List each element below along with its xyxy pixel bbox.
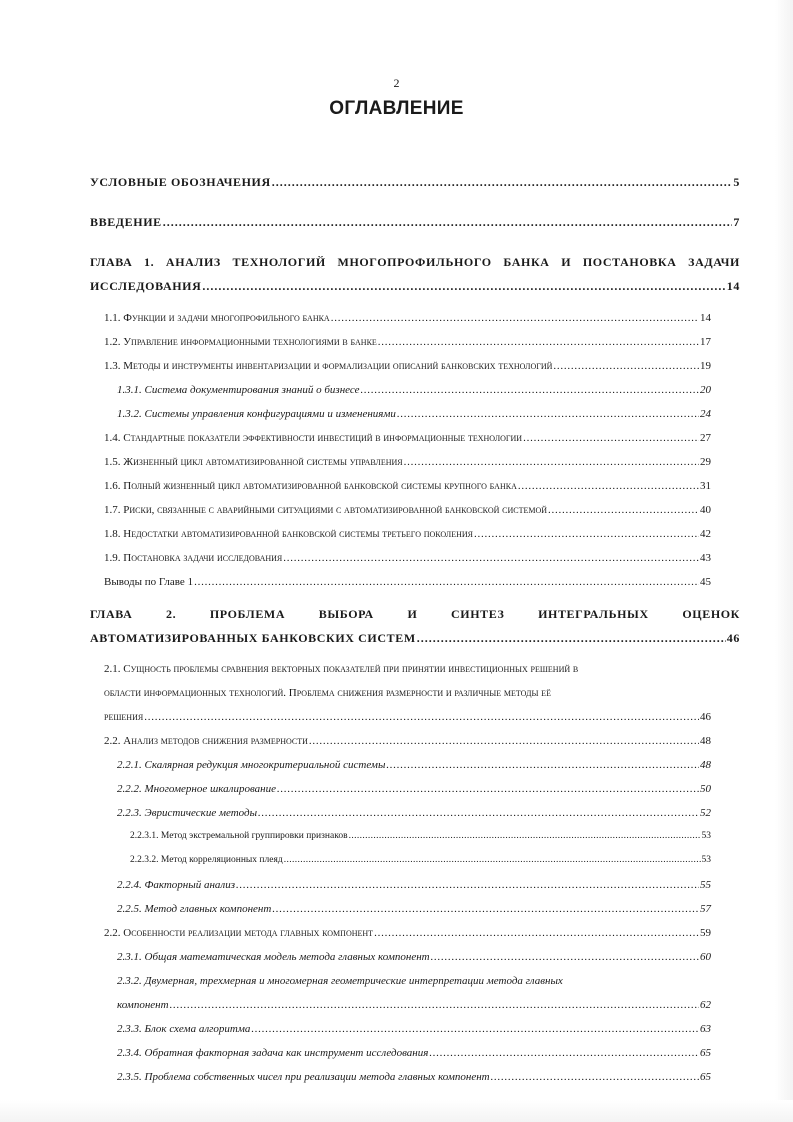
toc-entry-page: 20 (700, 384, 711, 396)
toc-entry-conclusions-1[interactable] (104, 576, 711, 588)
toc-entry-title: компонент (117, 999, 169, 1011)
dot-leader (474, 528, 699, 540)
toc-entry-page: 63 (700, 1023, 711, 1035)
toc-entry-1-3[interactable] (104, 360, 711, 372)
dot-leader (349, 831, 701, 841)
toc-entry-title: 1.5. Жизненный цикл автоматизированной системы управления (104, 456, 403, 468)
toc-entry-title: 2.2.5. Метод главных компонент (117, 903, 272, 915)
dot-leader (548, 504, 699, 516)
toc-entry-2-2-3-1[interactable] (130, 831, 711, 841)
toc-entry-title: 1.6. Полный жизненный цикл автоматизированной банковской системы крупного банка (104, 480, 517, 492)
toc-entry-page: 59 (700, 927, 711, 939)
toc-entry-2-2-4[interactable] (117, 879, 711, 891)
toc-entry-page: 65 (700, 1071, 711, 1083)
toc-entry-title: решения (104, 711, 144, 723)
toc-entry-page: 48 (700, 735, 711, 747)
toc-entry-2-3-2-line1[interactable]: 2.3.2. Двумерная, трехмерная и многомерная геометрические интерпретации метода главных (117, 975, 563, 987)
toc-entry-2-2-1[interactable] (117, 759, 711, 771)
toc-entry-page: 55 (700, 879, 711, 891)
dot-leader (202, 279, 725, 294)
toc-entry-title: 2.2. Анализ методов снижения размерности (104, 735, 308, 747)
toc-entry-page: 19 (700, 360, 711, 372)
toc-entry-title: 1.7. Риски, связанные с аварийными ситуациями с автоматизированной банковской системой (104, 504, 548, 516)
toc-entry-page: 31 (700, 480, 711, 492)
toc-chapter-1-title-line1[interactable]: ГЛАВА 1. АНАЛИЗ ТЕХНОЛОГИЙ МНОГОПРОФИЛЬНОГО БАНКА И ПОСТАНОВКА ЗАДАЧИ (90, 255, 740, 269)
toc-entry-1-1[interactable] (104, 312, 711, 324)
dot-leader (374, 927, 699, 939)
dot-leader (284, 855, 701, 865)
toc-entry-page: 53 (701, 855, 711, 865)
page-number: 2 (393, 76, 400, 90)
dot-leader (429, 1047, 699, 1059)
toc-entry-title: 1.1. Функции и задачи многопрофильного банка (104, 312, 330, 324)
toc-entry-page: 48 (700, 759, 711, 771)
page-title: ОГЛАВЛЕНИЕ (329, 98, 464, 119)
toc-entry-1-3-1[interactable] (117, 384, 711, 396)
toc-entry-title: Выводы по Главе 1 (104, 576, 194, 588)
toc-entry-2-3-2[interactable] (117, 999, 711, 1011)
toc-entry-2-2-3[interactable] (117, 807, 711, 819)
toc-entry-2-2[interactable] (104, 735, 711, 747)
dot-leader (272, 903, 699, 915)
toc-entry-1-6[interactable] (104, 480, 711, 492)
toc-entry-2-2b[interactable] (104, 927, 711, 939)
toc-entry-title: 2.3.1. Общая математическая модель метода главных компонент (117, 951, 430, 963)
toc-entry-title: 2.3.3. Блок схема алгоритма (117, 1023, 251, 1035)
toc-entry-page: 60 (700, 951, 711, 963)
toc-entry-1-3-2[interactable] (117, 408, 711, 420)
toc-entry-title: 2.2.4. Факторный анализ (117, 879, 235, 891)
toc-entry-page: 40 (700, 504, 711, 516)
dot-leader (258, 807, 699, 819)
dot-leader (431, 951, 699, 963)
toc-entry-title: 1.4. Стандартные показатели эффективности инвестиций в информационные технологии (104, 432, 523, 444)
toc-entry-title: ВВЕДЕНИЕ (90, 215, 162, 229)
toc-entry-intro[interactable] (90, 215, 740, 230)
dot-leader (283, 552, 699, 564)
toc-entry-2-3-3[interactable] (117, 1023, 711, 1035)
toc-entry-page: 5 (733, 175, 740, 189)
dot-leader (417, 631, 726, 646)
dot-leader (361, 384, 699, 396)
toc-chapter-2-title-line1[interactable]: ГЛАВА 2. ПРОБЛЕМА ВЫБОРА И СИНТЕЗ ИНТЕГРАЛЬНЫХ ОЦЕНОК (90, 607, 740, 621)
dot-leader (553, 360, 699, 372)
dot-leader (378, 336, 699, 348)
toc-entry-1-5[interactable] (104, 456, 711, 468)
dot-leader (163, 215, 733, 230)
toc-entry-page: 65 (700, 1047, 711, 1059)
toc-entry-title: 1.2. Управление информационными технологиями в банке (104, 336, 377, 348)
toc-entry-2-2-3-2[interactable] (130, 855, 711, 865)
dot-leader (251, 1023, 699, 1035)
toc-entry-2-2-5[interactable] (117, 903, 711, 915)
toc-entry-chapter-1[interactable] (90, 279, 740, 294)
toc-entry-page: 45 (700, 576, 711, 588)
dot-leader (404, 456, 699, 468)
toc-entry-page: 29 (700, 456, 711, 468)
toc-entry-title: 2.3.4. Обратная факторная задача как инструмент исследования (117, 1047, 429, 1059)
dot-leader (194, 576, 699, 588)
toc-entry-page: 46 (700, 711, 711, 723)
toc-entry-page: 17 (700, 336, 711, 348)
toc-entry-1-8[interactable] (104, 528, 711, 540)
scan-edge-shadow (775, 0, 793, 1122)
toc-entry-page: 57 (700, 903, 711, 915)
scan-bottom-shadow (0, 1100, 793, 1122)
toc-entry-2-3-5[interactable] (117, 1071, 711, 1083)
toc-entry-notation[interactable] (90, 175, 740, 190)
dot-leader (236, 879, 699, 891)
toc-entry-title: 1.3.1. Система документирования знаний о бизнесе (117, 384, 360, 396)
dot-leader (523, 432, 699, 444)
toc-entry-page: 24 (700, 408, 711, 420)
toc-entry-title: 2.2. Особенности реализации метода главных компонент (104, 927, 374, 939)
toc-entry-title: УСЛОВНЫЕ ОБОЗНАЧЕНИЯ (90, 175, 271, 189)
dot-leader (277, 783, 699, 795)
dot-leader (144, 711, 699, 723)
dot-leader (331, 312, 699, 324)
toc-entry-page: 52 (700, 807, 711, 819)
toc-entry-page: 43 (700, 552, 711, 564)
toc-entry-page: 46 (726, 631, 740, 645)
toc-entry-title: 1.9. Постановка задачи исследования (104, 552, 283, 564)
toc-entry-page: 62 (700, 999, 711, 1011)
toc-entry-2-1-line1[interactable]: 2.1. Сущность проблемы сравнения векторных показателей при принятии инвестиционных решений в (104, 663, 579, 675)
toc-entry-2-1[interactable] (104, 711, 711, 723)
toc-entry-2-1-line2[interactable]: области информационных технологий. Проблема снижения размерности и различные методы её (104, 687, 551, 699)
toc-entry-2-3-1[interactable] (117, 951, 711, 963)
toc-entry-page: 7 (733, 215, 740, 229)
dot-leader (518, 480, 699, 492)
toc-entry-page: 42 (700, 528, 711, 540)
dot-leader (386, 759, 699, 771)
toc-entry-title: АВТОМАТИЗИРОВАННЫХ БАНКОВСКИХ СИСТЕМ (90, 631, 416, 645)
dot-leader (170, 999, 699, 1011)
toc-entry-2-2-2[interactable] (117, 783, 711, 795)
toc-entry-title: 2.2.3. Эвристические методы (117, 807, 258, 819)
toc-entry-title: ИССЛЕДОВАНИЯ (90, 279, 202, 293)
toc-entry-page: 14 (726, 279, 740, 293)
toc-entry-page: 14 (700, 312, 711, 324)
toc-entry-title: 2.2.2. Многомерное шкалирование (117, 783, 276, 795)
toc-entry-2-3-4[interactable] (117, 1047, 711, 1059)
toc-entry-title: 2.3.5. Проблема собственных чисел при реализации метода главных компонент (117, 1071, 490, 1083)
toc-entry-title: 1.3.2. Системы управления конфигурациями и изменениями (117, 408, 396, 420)
dot-leader (397, 408, 699, 420)
toc-entry-1-4[interactable] (104, 432, 711, 444)
toc-entry-page: 53 (701, 831, 711, 841)
toc-entry-title: 2.2.3.1. Метод экстремальной группировки признаков (130, 831, 348, 841)
dot-leader (309, 735, 699, 747)
toc-entry-1-7[interactable] (104, 504, 711, 516)
dot-leader (491, 1071, 699, 1083)
toc-entry-1-2[interactable] (104, 336, 711, 348)
toc-entry-title: 1.8. Недостатки автоматизированной банковской системы третьего поколения (104, 528, 474, 540)
toc-entry-title: 2.2.1. Скалярная редукция многокритериальной системы (117, 759, 386, 771)
dot-leader (272, 175, 733, 190)
toc-entry-page: 27 (700, 432, 711, 444)
toc-entry-page: 50 (700, 783, 711, 795)
toc-entry-chapter-2[interactable] (90, 631, 740, 646)
toc-entry-title: 2.2.3.2. Метод корреляционных плеяд (130, 855, 283, 865)
toc-entry-1-9[interactable] (104, 552, 711, 564)
toc-entry-title: 1.3. Методы и инструменты инвентаризации и формализации описаний банковских технологий (104, 360, 553, 372)
